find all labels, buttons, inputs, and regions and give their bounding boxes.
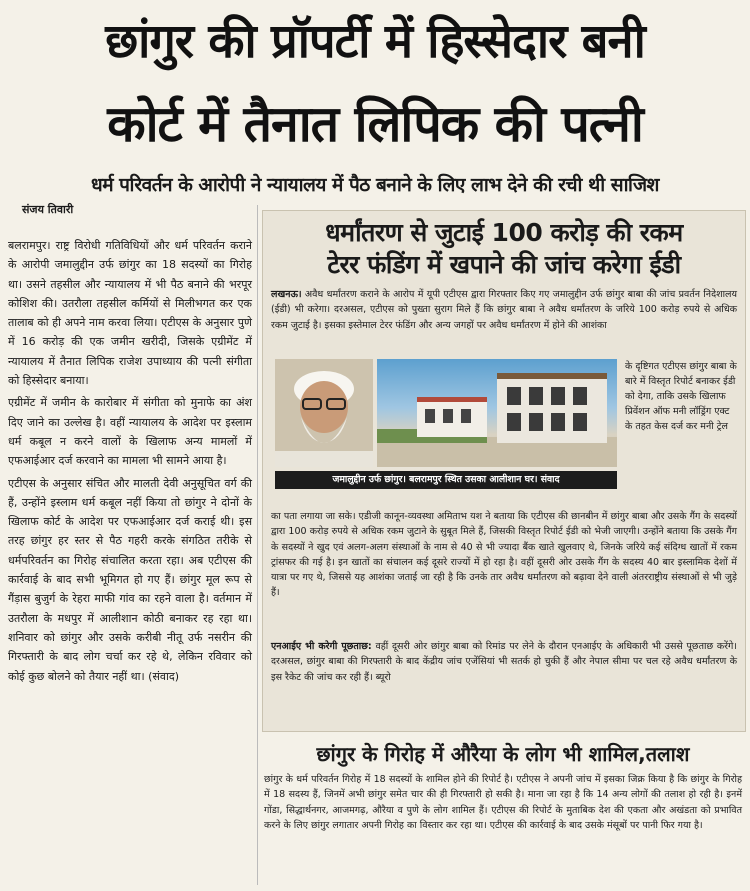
- story2-headline: छांगुर के गिरोह में औरैया के लोग भी शामिल,तलाश: [316, 742, 690, 766]
- box-headline-2: टेरर फंडिंग में खपाने की जांच करेगा ईडी: [327, 250, 681, 279]
- portrait-photo: [275, 359, 373, 467]
- byline: संजय तिवारी: [22, 203, 74, 216]
- portrait-illustration: [275, 359, 373, 467]
- box-side-text: के दृष्टिगत एटीएस छांगुर बाबा के बारे में विस्तृत रिपोर्ट बनाकर ईडी को देगा, ताकि उसके खिलाफ प्रिवेंशन ऑफ मनी लॉड्रिंग एक्ट के तहत केस दर्ज कर मनी ट्रेल: [625, 361, 737, 432]
- box-para-3-text: वहीं दूसरी ओर छांगुर बाबा को रिमांड पर लेने के दौरान एनआईए के अधिकारी भी उससे पूछताछ करेंगे। दरअसल, छांगुर बाबा की गिरफ्तारी के बाद केंद्रीय जांच एजेंसियां भी सतर्क हो चुकी हैं और नेपाल सीमा पर चल रहे अवैध धर्मांतरण के इस रैकेट की जांच कर रही हैं। ब्यूरो: [271, 641, 737, 683]
- box-para-3: [271, 639, 737, 685]
- house-illustration: [377, 359, 617, 467]
- box-headline-1: धर्मांतरण से जुटाई 100 करोड़ की रकम: [325, 218, 683, 247]
- left-column-story: [8, 236, 252, 689]
- left-para-1: बलरामपुर। राष्ट्र विरोधी गतिविधियों और धर्म परिवर्तन कराने के आरोपी जमालुद्दीन उर्फ छांगुर का 18 सदस्यों का गिरोह था। उसने तहसील और न्यायालय में भी पैठ बनाने की भरपूर कोशिश की। उतरौला तहसील कर्मियों से मिलीभगत कर एक तालाब को ही अपने नाम करवा लिया। एटीएस के अनुसार पुणे में 16 करोड़ की एक जमीन खरीदी, जिसके एग्रीमेंट में न्यायालय में तैनात लिपिक राजेश उपाध्याय की पत्नी संगीता को हिस्सेदार बनाया।: [8, 239, 252, 388]
- photo-group: [275, 359, 617, 491]
- ed-story-box: [262, 210, 746, 732]
- box-para-1-text: अवैध धर्मांतरण कराने के आरोप में यूपी एटीएस द्वारा गिरफ्तार किए गए जमालुद्दीन उर्फ छांगुर बाबा की जांच प्रवर्तन निदेशालय (ईडी) भी करेगा। दरअसल, एटीएस को पुख्ता सुराग मिले हैं कि छांगुर बाबा ने अवैध धर्मांतरण के जरिये 100 करोड़ रुपये से अधिक रकम जुटाई है। इसका इस्तेमाल टेरर फंडिंग और अन्य जगहों पर अवैध धर्मांतरण में होने की आशंका: [271, 289, 737, 331]
- box-para-2: का पता लगाया जा सके। एडीजी कानून-व्यवस्था अमिताभ यश ने बताया कि एटीएस की छानबीन में छांगुर बाबा और उसके गैंग के सदस्यों द्वारा 100 करोड़ रुपये से अधिक रकम जुटाने के सुबूत मिले हैं, जिसकी विस्तृत रिपोर्ट ईडी को भेजी जाएगी। उन्होंने बताया कि उसके गैंग के सदस्यों ने खुद एवं अलग-अलग संस्थाओं के नाम से 40 से भी ज्यादा बैंक खाते खुलवाए थे, जिनके जरिये कई संदिग्ध खातों में रकम ट्रांसफर की गई है। इन खातों का संचालन कई दूसरे राज्यों में हो रहा है। वहीं दूसरी ओर उसके गैंग के सदस्य 40 बार इस्लामिक देशों में यात्रा पर गए थे, जिससे यह आशंका जताई जा रही है कि उनके तार अवैध धर्मांतरण को बढ़ावा देने वाली अंतरराष्ट्रीय संस्थाओं से भी जुड़े हैं।: [271, 511, 737, 599]
- headline-line2: कोर्ट में तैनात लिपिक की पत्नी: [107, 95, 643, 153]
- photo-caption: जमालुद्दीन उर्फ छांगुर। बलरामपुर स्थित उसका आलीशान घर। संवाद: [275, 471, 617, 489]
- house-photo: [377, 359, 617, 467]
- column-divider: [257, 205, 258, 885]
- left-para-2: एग्रीमेंट में जमीन के कारोबार में संगीता को मुनाफे का अंश दिए जाने का उल्लेख है। वहीं न्यायालय के आदेश पर इस्लाम धर्म कबूल न करने वालों के खिलाफ अन्य मामलों में एफआईआर दर्ज करवाने का मामला भी सामने आया है।: [8, 396, 252, 468]
- subheadline: धर्म परिवर्तन के आरोपी ने न्यायालय में पैठ बनाने के लिए लाभ देने की रची थी साजिश: [91, 174, 659, 196]
- story2-body: छांगुर के धर्म परिवर्तन गिरोह में 18 सदस्यों के शामिल होने की रिपोर्ट है। एटीएस ने अपनी जांच में इसका जिक्र किया है कि छांगुर के गिरोह में 18 सदस्य हैं, जिनमें अभी छांगुर समेत चार की ही गिरफ्तारी हो सकी है। माना जा रहा है कि 14 अन्य लोगों की तलाश हो रही है। इनमें गोंडा, सिद्धार्थनगर, आजमगढ़, औरैया व पुणे के लोग शामिल हैं। एटीएस की रिपोर्ट के मुताबिक देश की एकता और अखंडता को प्रभावित करने के लिए छांगुर लगातार अपनी गिरोह का विस्तार कर रहा था। एटीएस की कार्रवाई के बाद उसके मंसूबों पर पानी फिर गया है।: [264, 774, 742, 832]
- box-para-1: [271, 287, 737, 333]
- nia-subhead: एनआईए भी करेगी पूछताछ:: [271, 641, 372, 652]
- left-para-3: एटीएस के अनुसार संचित और मालती देवी अनुसूचित वर्ग की हैं, उन्होंने इस्लाम धर्म कबूल नहीं किया तो छांगुर ने दोनों के खिलाफ कोर्ट के आदेश पर एफआईआर दर्ज कराई थी। इस तरह छांगुर हर स्तर से पैठ गहरी करके संगठित तरीके से धर्मपरिवर्तन का गिरोह संचालित करता रहा। अब एटीएस की कार्रवाई के बाद सभी भूमिगत हो गए हैं। छांगुर मूल रूप से गैंड़ास बुजुर्ग के रेहरा माफी गांव का रहने वाला है। वर्तमान में उतरौला के मधपुर में आलीशान कोठी बनाकर रह रहा था। शनिवार को छांगुर और उसके करीबी नीतू उर्फ नसरीन की गिरफ्तारी के बाद लोग चर्चा कर रहे थे, लेकिन रविवार को कोई कुछ बोलने को तैयार नहीं था। (संवाद): [8, 476, 252, 683]
- dateline: लखनऊ।: [271, 289, 302, 300]
- headline-line1: छांगुर की प्रॉपर्टी में हिस्सेदार बनी: [105, 14, 645, 69]
